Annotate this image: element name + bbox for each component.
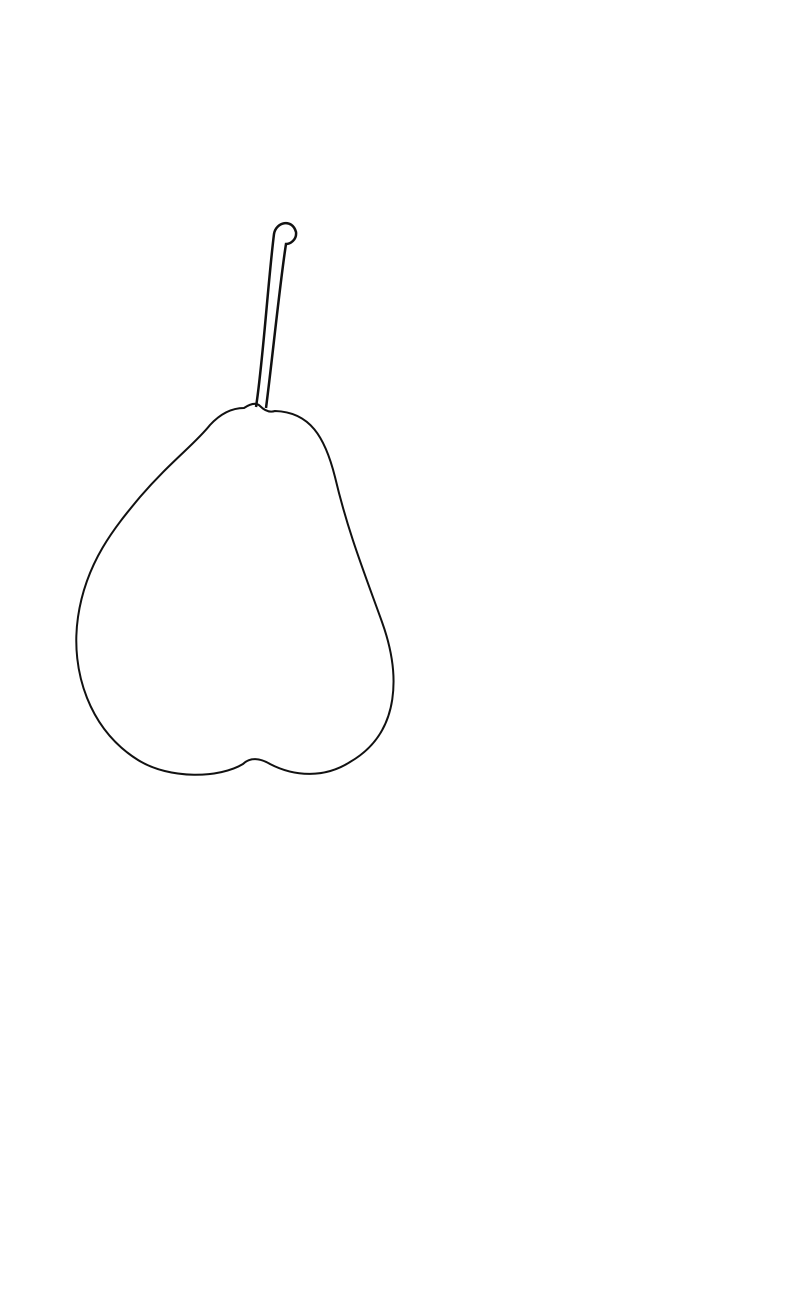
pear-illustration (60, 212, 405, 787)
